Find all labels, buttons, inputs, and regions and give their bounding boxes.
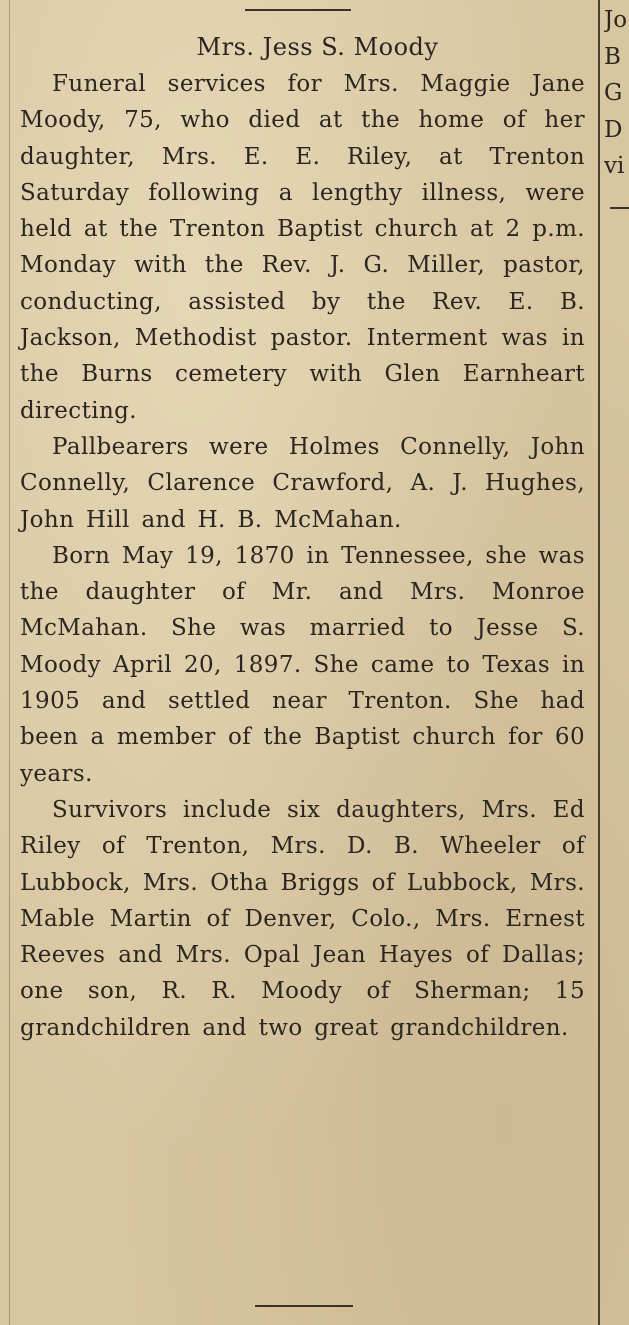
adjacent-fragment-line: G <box>604 80 623 106</box>
paragraph-biography: Born May 19, 1870 in Tennessee, she was the daughter of Mr. and Mrs. Monroe McMahan. She was married to Jesse S. Moody April 20, 1897. She came to Texas in 1905 and settled near Trenton. She had been a member of the Baptist church for 60 years. <box>20 542 585 787</box>
left-edge-rule <box>9 0 10 1325</box>
adjacent-separator-dash <box>610 207 629 209</box>
column-divider <box>598 0 600 1325</box>
article-headline: Mrs. Jess S. Moody <box>196 33 439 61</box>
bottom-separator-dash <box>255 1305 353 1307</box>
top-separator-dash <box>245 9 351 11</box>
paragraph-funeral-services: Funeral services for Mrs. Maggie Jane Moody, 75, who died at the home of her daughter, Mrs. E. E. Riley, at Trenton Saturday following a lengthy illness, were held at the Trenton Baptist church at 2 p.m. Monday with the Rev. J. G. Miller, pastor, conducting, assisted by the Rev. E. B. Jackson, Methodist pastor. Interment was in the Burns cemetery with Glen Earnheart directing. <box>20 71 585 424</box>
adjacent-fragment-line: Jo <box>604 7 628 33</box>
paragraph-pallbearers: Pallbearers were Holmes Connelly, John Connelly, Clarence Crawford, A. J. Hughes, John Hill and H. B. McMahan. <box>20 433 585 533</box>
adjacent-fragment-line: B <box>604 43 621 70</box>
paragraph-survivors: Survivors include six daughters, Mrs. Ed Riley of Trenton, Mrs. D. B. Wheeler of Lubbock, Mrs. Otha Briggs of Lubbock, Mrs. Mable Martin of Denver, Colo., Mrs. Ernest Reeves and Mrs. Opal Jean Hayes of Dallas; one son, R. R. Moody of Sherman; 15 grandchildren and two great grandchildren. <box>20 796 585 1041</box>
adjacent-fragment-line: D <box>604 116 623 143</box>
adjacent-fragment-line: vi <box>604 153 625 179</box>
obituary-article <box>20 28 585 1046</box>
adjacent-column-fragment <box>604 2 629 185</box>
